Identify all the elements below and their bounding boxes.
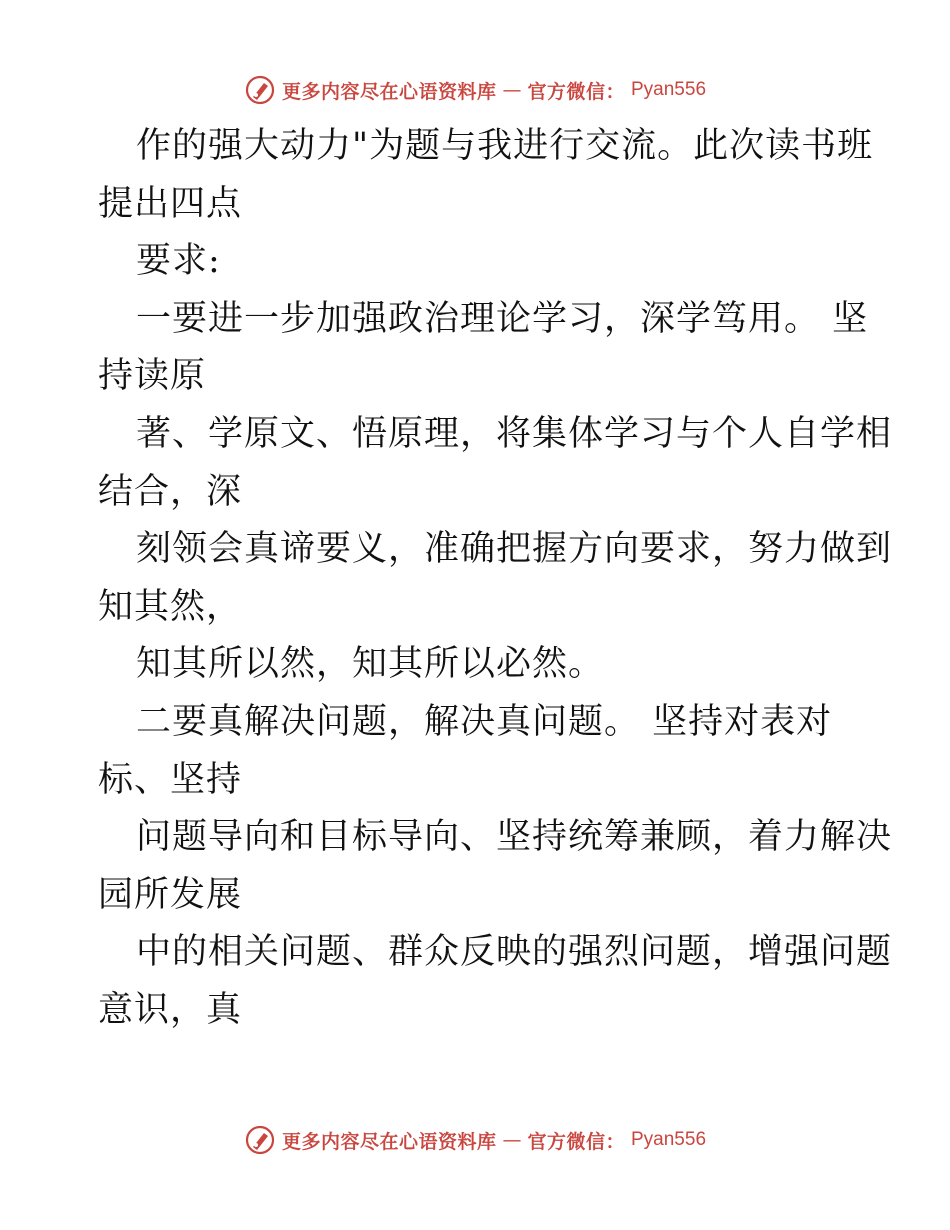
header-watermark	[0, 70, 950, 110]
text-line: 要求:	[136, 241, 221, 282]
watermark-content	[244, 74, 706, 106]
text-line: 持读原	[98, 356, 207, 397]
text-line: 著、学原文、悟原理，将集体学习与个人自学相	[136, 413, 893, 454]
text-line: 一要进一步加强政治理论学习，深学笃用。 坚	[136, 298, 869, 339]
watermark-wechat-id: Pyan556	[631, 1129, 707, 1150]
text-line: 作的强大动力"为题与我进行交流。此次读书班	[136, 126, 874, 166]
text-line: 园所发展	[98, 874, 243, 915]
watermark-dash: —	[502, 1129, 522, 1151]
pen-logo-icon	[244, 1124, 276, 1156]
text-line: 知其然，	[98, 586, 243, 627]
footer-watermark	[0, 1120, 950, 1160]
text-line: 知其所以然，知其所以必然。	[136, 644, 605, 685]
text-line: 标、坚持	[98, 759, 243, 800]
text-line: 意识，真	[98, 989, 243, 1030]
watermark-wechat-label: 官方微信：	[527, 1130, 625, 1153]
text-line: 问题导向和目标导向、坚持统筹兼顾，着力解决	[136, 817, 893, 858]
text-line: 提出四点	[98, 183, 243, 224]
text-line: 二要真解决问题，解决真问题。 坚持对表对	[136, 701, 833, 742]
watermark-dash: —	[502, 79, 522, 101]
document-body	[98, 118, 893, 1040]
text-line: 结合，深	[98, 471, 243, 512]
watermark-wechat-id: Pyan556	[631, 79, 707, 100]
text-line: 中的相关问题、群众反映的强烈问题，增强问题	[136, 932, 893, 973]
watermark-wechat-label: 官方微信：	[527, 80, 625, 103]
text-line: 刻领会真谛要义，准确把握方向要求，努力做到	[136, 529, 893, 570]
watermark-main-text: 更多内容尽在心语资料库	[281, 1130, 497, 1153]
pen-logo-icon	[244, 74, 276, 106]
watermark-main-text: 更多内容尽在心语资料库	[281, 80, 497, 103]
watermark-content	[244, 1124, 706, 1156]
